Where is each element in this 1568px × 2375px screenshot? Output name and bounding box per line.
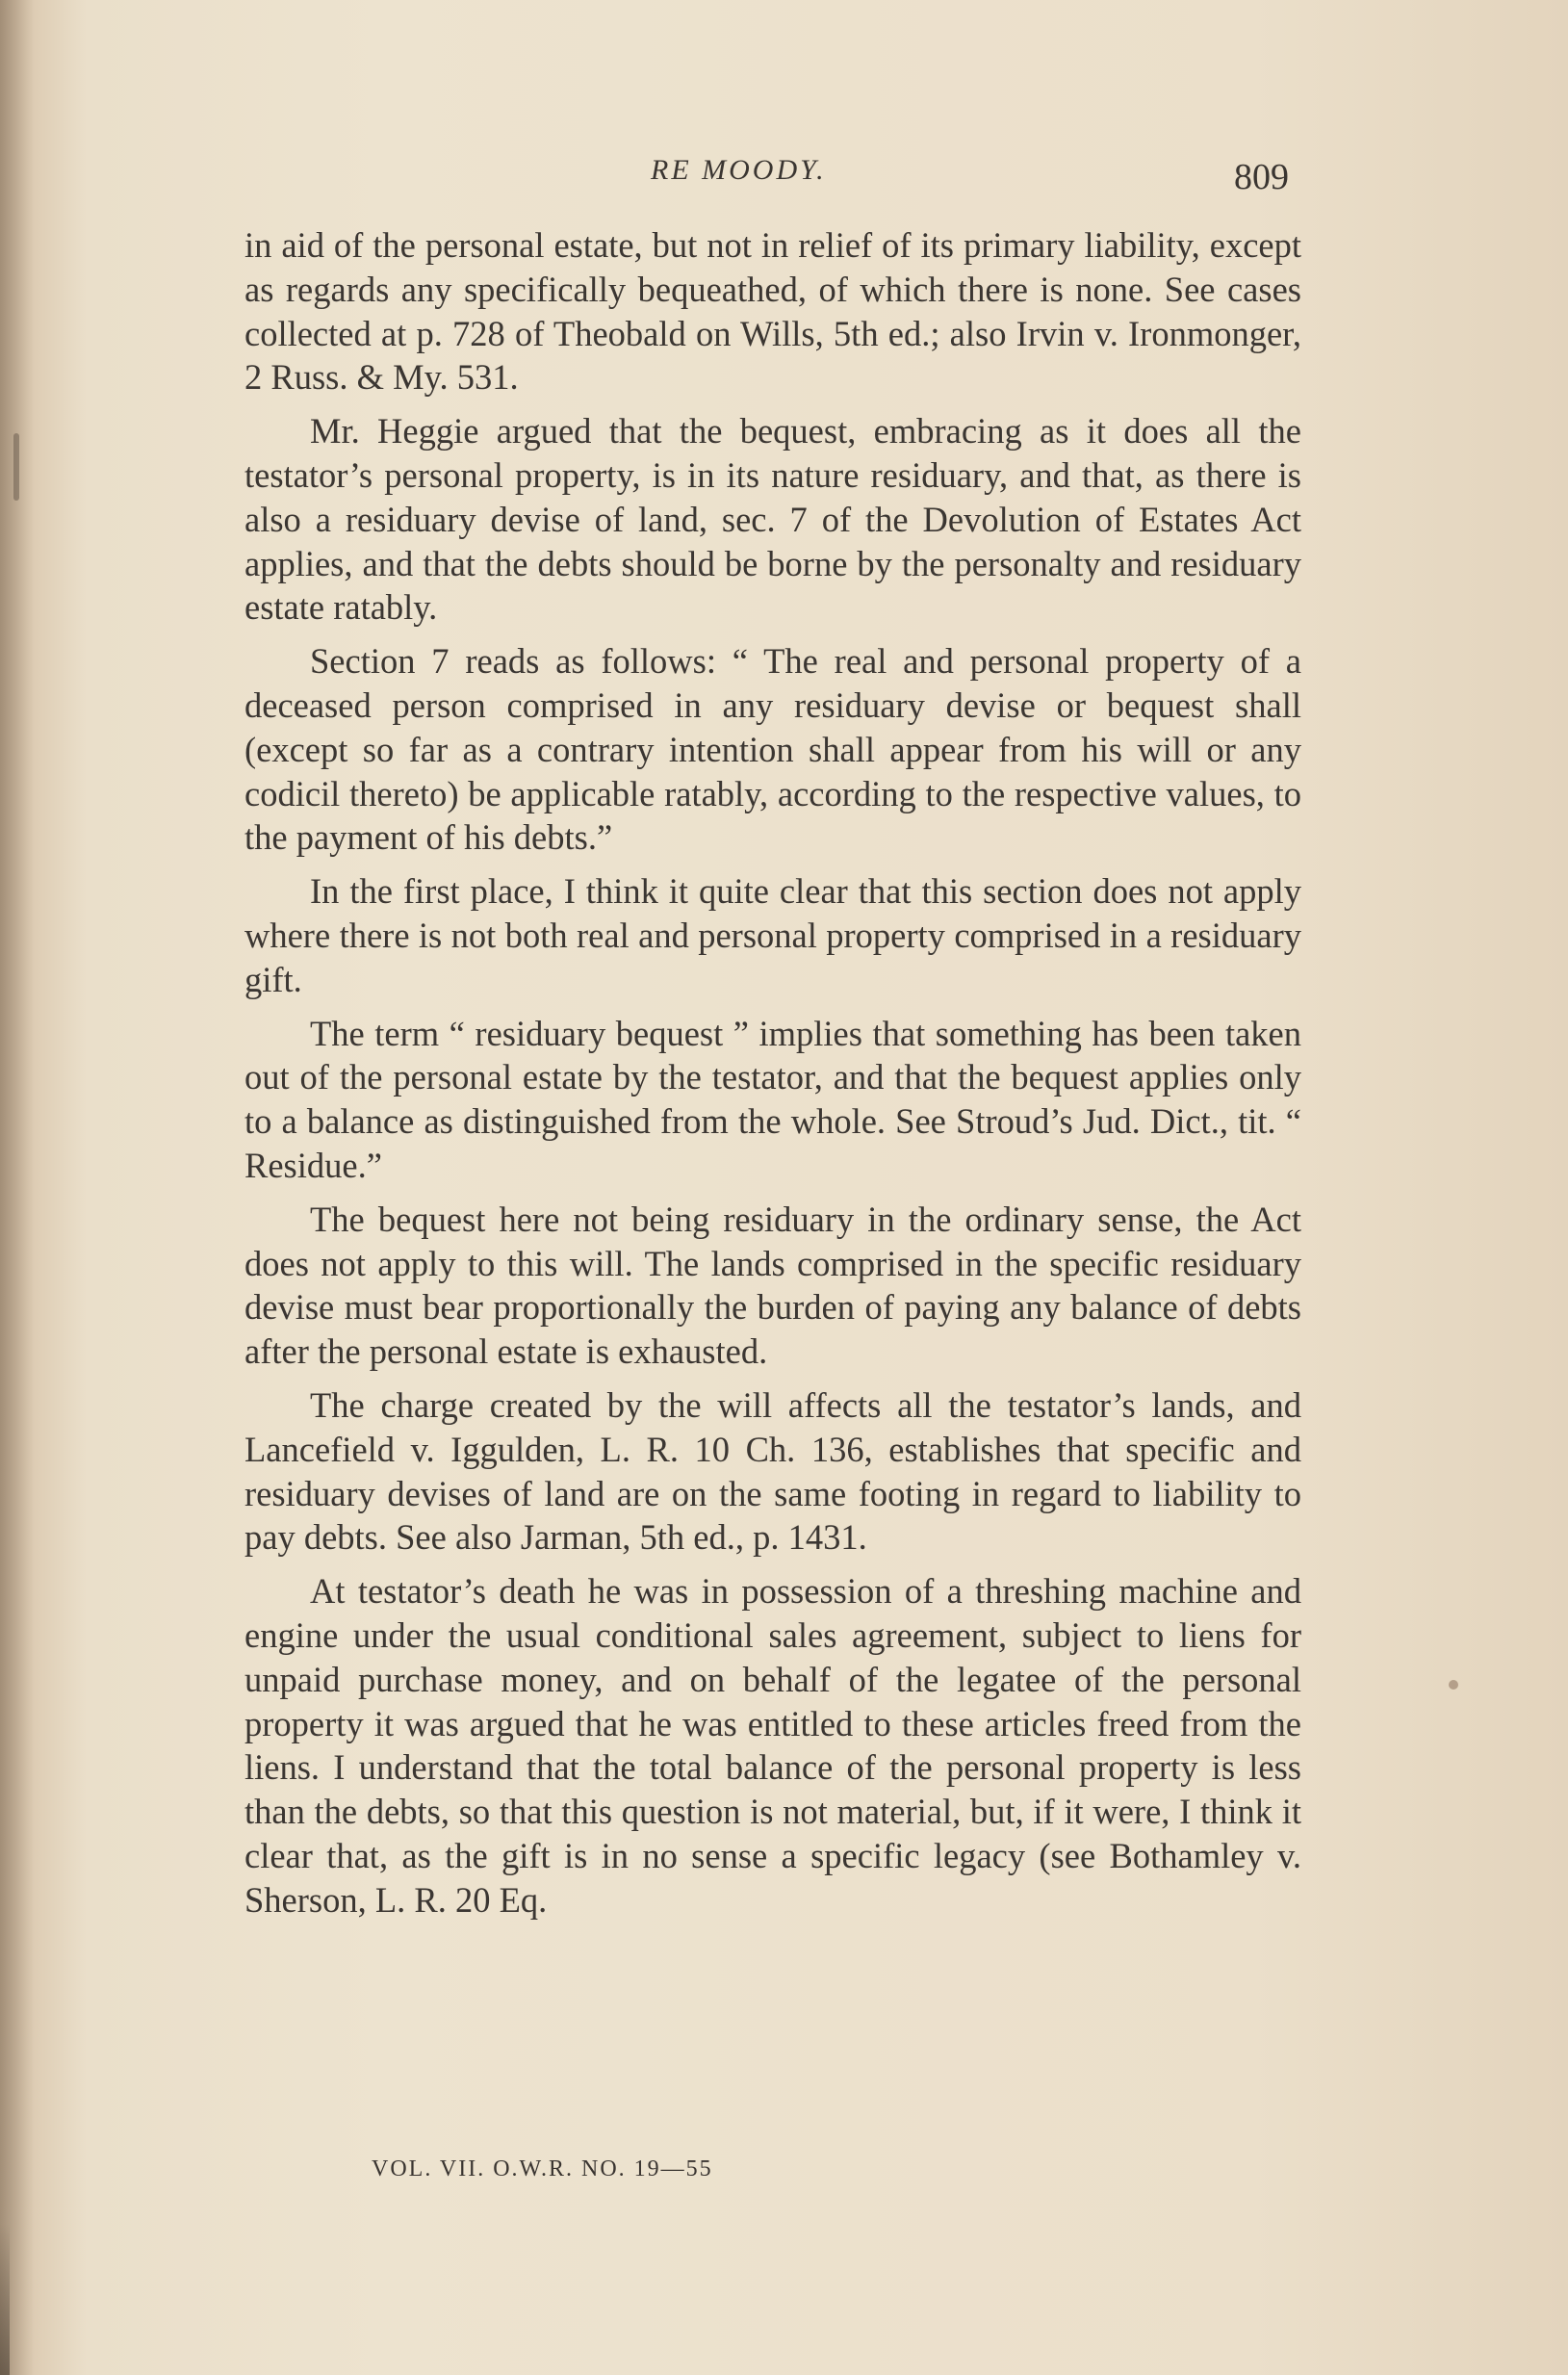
spine-shadow — [0, 0, 35, 2375]
paragraph-7: The charge created by the will affects all the testator’s lands, and Lancefield v. Iggulden, L. R. 10 Ch. 136, establishes that specific and residuary devises of land are on the same footing in regard to liability to pay debts. See also Jarman, 5th ed., p. 1431. — [244, 1384, 1301, 1558]
paragraph-3: Section 7 reads as follows: “ The real and personal property of a deceased person comprised in any residuary devise or bequest shall (except so far as a contrary intention shall appear from his will or any codicil thereto) be applicable ratably, according to the respective values, to the payment of his debts.” — [244, 641, 1301, 858]
running-head: RE MOODY. — [651, 154, 827, 186]
paragraph-8: At testator’s death he was in possession of a threshing machine and engine under the usual conditional sales agreement, subject to liens for unpaid purchase money, and on behalf of the legatee of the personal property it was argued that he was entitled to these articles freed from the liens. I understand that the total balance of the personal property is less than the debts, so that this question is not material, but, if it were, I think it clear that, as the gift is in no sense a specific legacy (see Bothamley v. Sherson, L. R. 20 Eq. — [244, 1571, 1301, 1920]
margin-mark — [13, 433, 19, 501]
body-text — [244, 223, 1301, 1931]
bottom-edge-mark — [0, 2224, 10, 2375]
paragraph-5: The term “ residuary bequest ” implies that something has been taken out of the personal estate by the testator, and that the bequest applies only to a balance as distinguished from the whole. See Stroud’s Jud. Dict., tit. “ Residue.” — [244, 1013, 1301, 1185]
paragraph-2: Mr. Heggie argued that the bequest, embracing as it does all the testator’s personal property, is in its nature residuary, and that, as there is also a residuary devise of land, sec. 7 of the Devolution of Estates Act applies, and that the debts should be borne by the personalty and residuary estate ratably. — [244, 411, 1301, 628]
paragraph-4: In the first place, I think it quite clear that this section does not apply where there is not both real and personal property comprised in a residuary gift. — [244, 871, 1301, 999]
paragraph-1: in aid of the personal estate, but not in relief of its primary liability, except as regards any specifically bequeathed, of which there is none. See cases collected at p. 728 of Theobald on Wills, 5th ed.; also Irvin v. Ironmonger, 2 Russ. & My. 531. — [244, 225, 1301, 398]
paper-speck — [1449, 1680, 1458, 1690]
page-number: 809 — [1234, 157, 1289, 197]
paragraph-6: The bequest here not being residuary in the ordinary sense, the Act does not apply to this will. The lands comprised in the specific residuary devise must bear proportionally the burden of paying any balance of debts after the personal estate is exhausted. — [244, 1199, 1301, 1372]
signature-line: VOL. VII. O.W.R. NO. 19—55 — [372, 2156, 713, 2181]
